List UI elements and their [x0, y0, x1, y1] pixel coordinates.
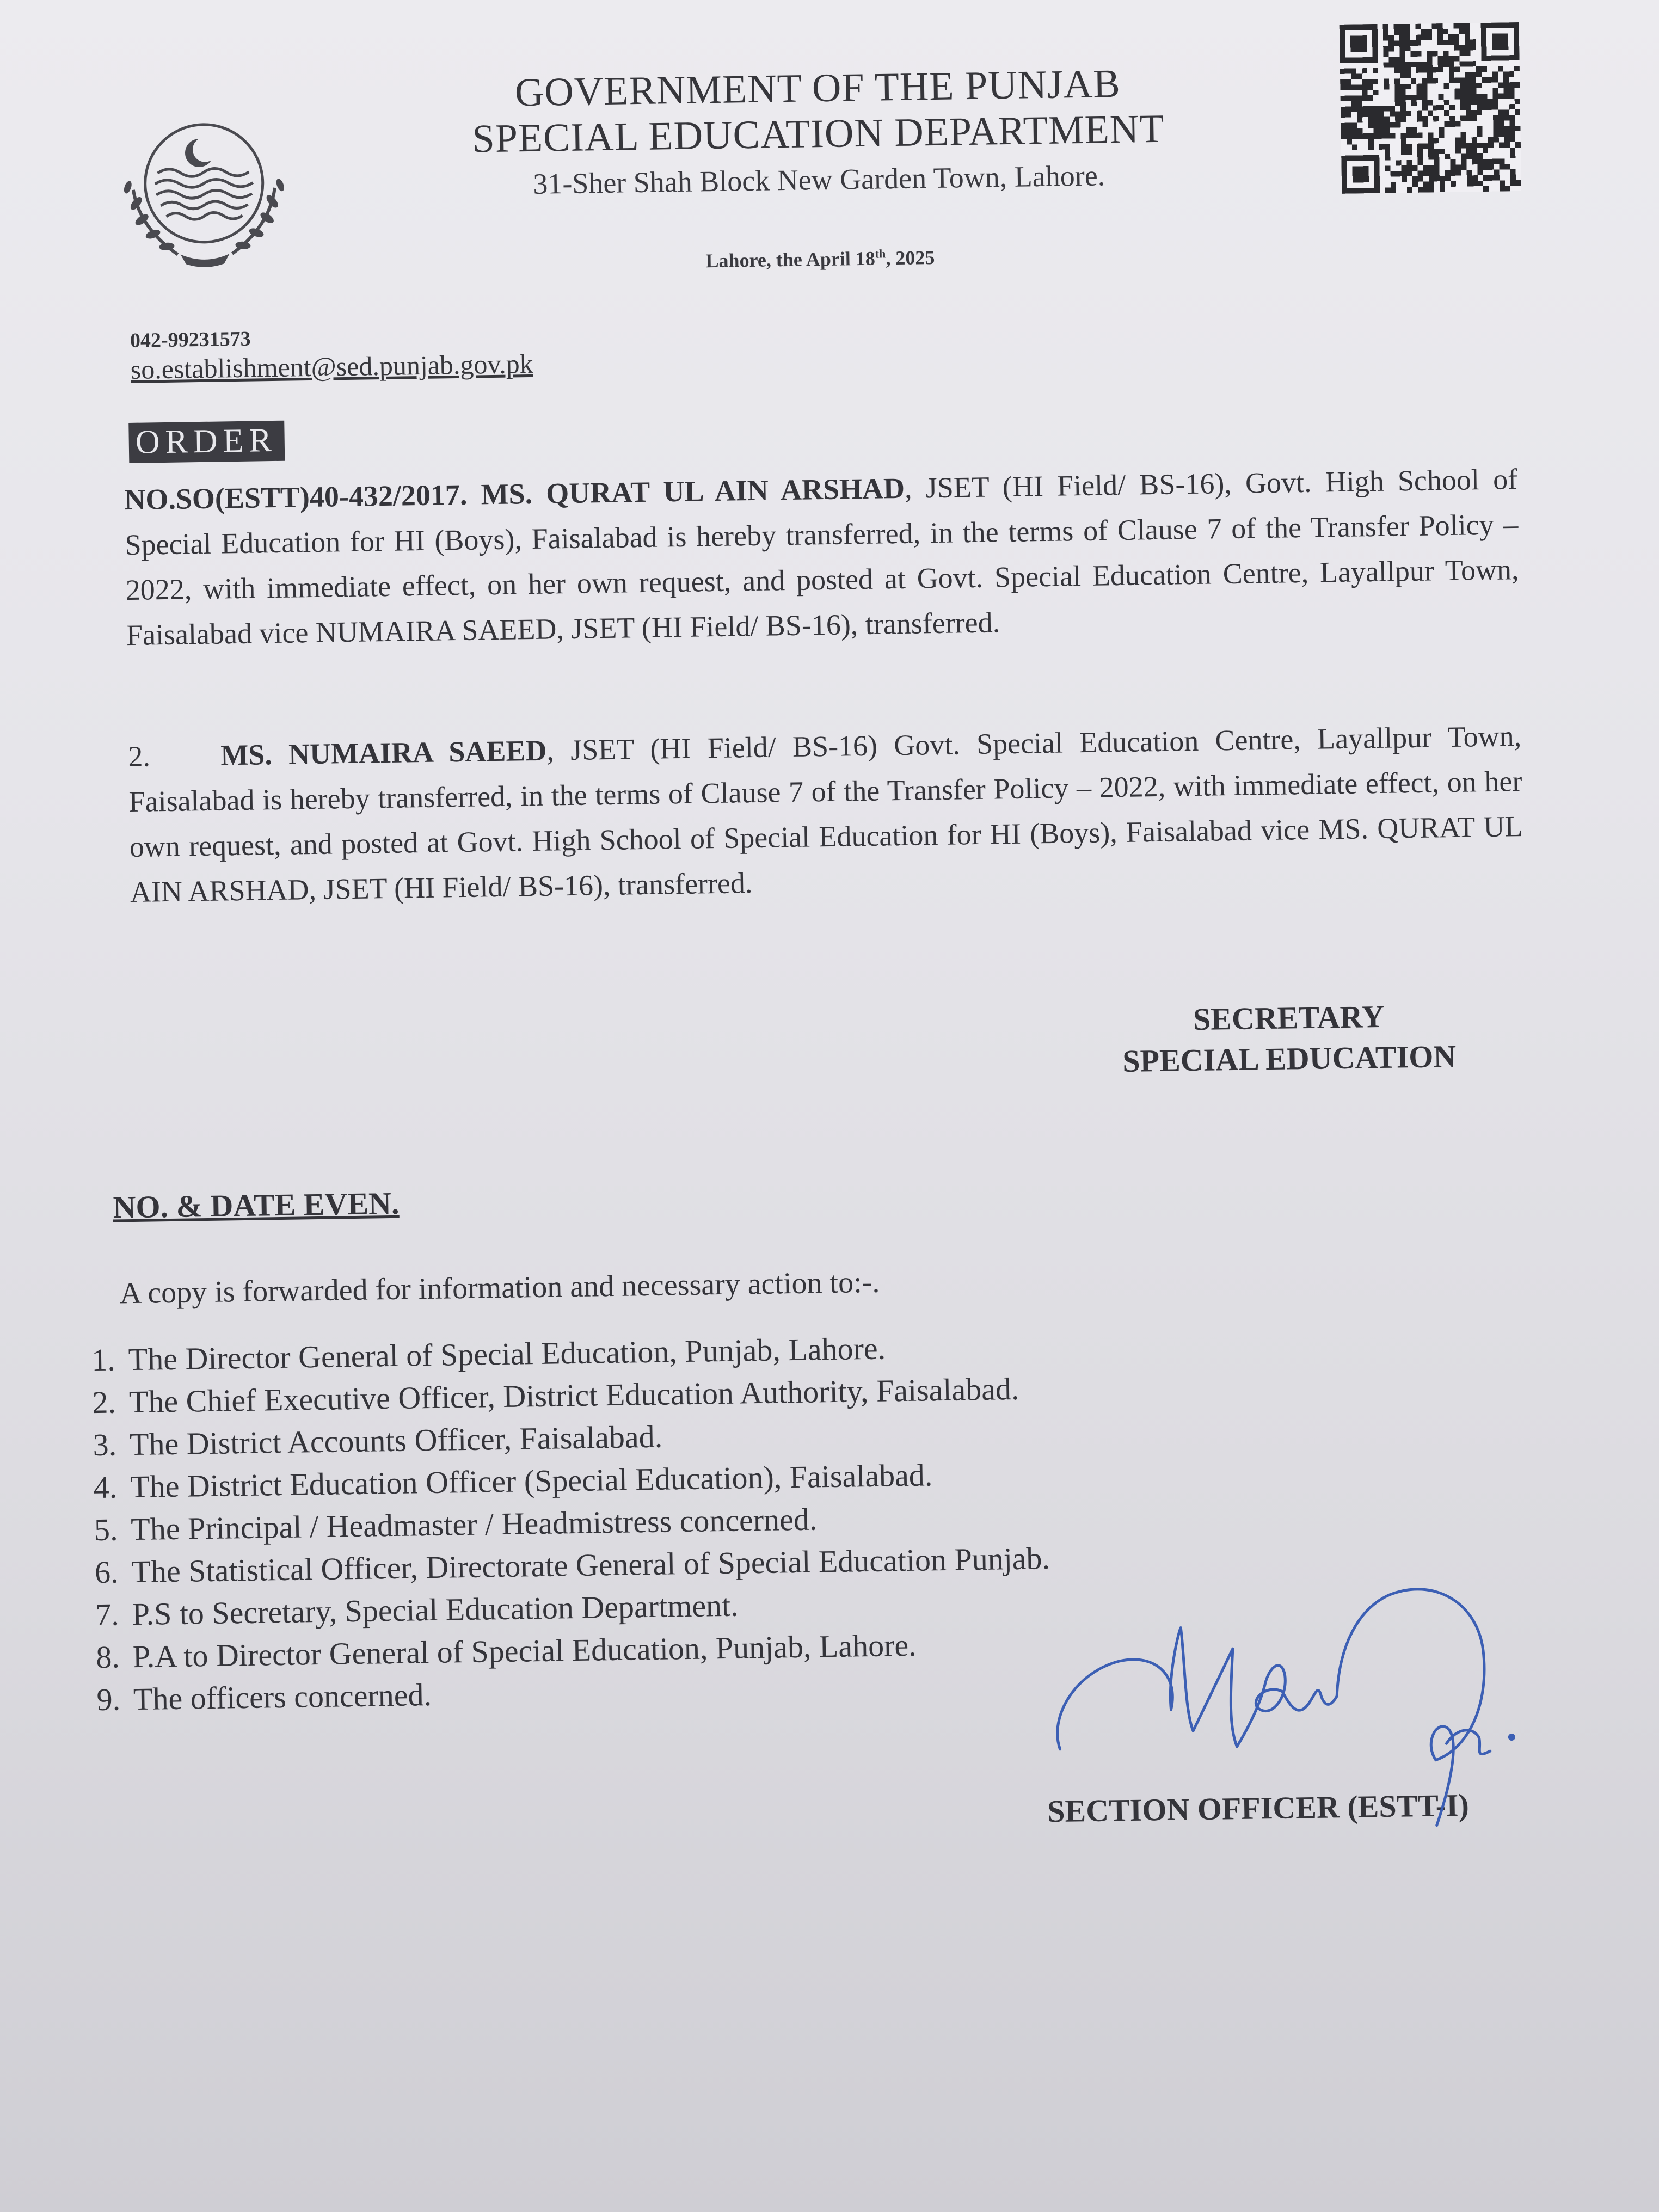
list-item-text: The District Education Officer (Special Education), Faisalabad. — [130, 1457, 933, 1505]
list-item-number: 2. — [91, 1384, 116, 1421]
issue-date — [401, 242, 1239, 277]
contact-block — [130, 323, 533, 385]
order-paragraph-1-text: , JSET (HI Field/ BS-16), Govt. High School of Special Education for HI (Boys), Faisalabad is hereby transferred, in the terms of Clause 7 of the Transfer Policy – 2022, with immediate effect, on her own request, and posted at Govt. Special Education Centre, Layallpur Town, Faisalabad vice NUMAIRA SAEED, JSET (HI Field/ BS-16), transferred. — [125, 463, 1519, 652]
order-paragraph-2 — [128, 714, 1524, 915]
handwritten-signature — [1041, 1563, 1546, 1853]
list-item-text: The Statistical Officer, Directorate General of Special Education Punjab. — [131, 1540, 1050, 1590]
transferee-name-2: MS. NUMAIRA SAEED — [220, 734, 547, 772]
order-reference-number: NO.SO(ESTT)40-432/2017. — [124, 478, 468, 517]
contact-phone: 042-99231573 — [130, 327, 251, 352]
list-item-number: 9. — [96, 1681, 121, 1718]
department-address: 31-Sher Shah Block New Garden Town, Lahore. — [532, 159, 1105, 200]
list-item-text: P.S to Secretary, Special Education Department. — [132, 1587, 739, 1632]
no-date-even-heading: NO. & DATE EVEN. — [113, 1185, 400, 1225]
secretary-title: SECRETARY — [1193, 998, 1385, 1037]
issue-date-year: , 2025 — [886, 246, 935, 269]
list-item-number: 1. — [91, 1342, 116, 1378]
order-paragraph-2-text: , JSET (HI Field/ BS-16) Govt. Special Education Centre, Layallpur Town, Faisalabad is hereby transferred, in the terms of Clause 7 of the Transfer Policy – 2022, with immediate effect, on her own request, and posted at Govt. High School of Special Education for HI (Boys), Faisalabad vice MS. QURAT UL AIN ARSHAD, JSET (HI Field/ BS-16), transferred. — [128, 720, 1523, 909]
secretary-department: SPECIAL EDUCATION — [1122, 1038, 1457, 1079]
list-item-number: 5. — [94, 1511, 118, 1548]
letterhead — [398, 59, 1239, 277]
contact-email: so.establishment@sed.punjab.gov.pk — [130, 348, 534, 385]
list-item-number: 3. — [93, 1427, 117, 1463]
section-officer-signatory: SECTION OFFICER (ESTT-I) — [1047, 1787, 1470, 1829]
issue-date-ordinal: th — [875, 247, 886, 261]
list-item-number: 8. — [95, 1639, 120, 1675]
government-title: GOVERNMENT OF THE PUNJAB — [514, 61, 1121, 115]
order-heading: ORDER — [128, 421, 285, 463]
paragraph-number: 2. — [127, 740, 151, 773]
issue-date-text: Lahore, the April 18 — [705, 247, 876, 272]
department-title: SPECIAL EDUCATION DEPARTMENT — [471, 107, 1165, 162]
list-item-text: The District Accounts Officer, Faisalabad. — [129, 1418, 663, 1463]
transferee-name-1: MS. QURAT UL AIN ARSHAD — [481, 471, 905, 511]
secretary-signatory — [1092, 994, 1485, 1082]
order-paragraph-1 — [124, 457, 1520, 658]
punjab-emblem-logo — [110, 106, 298, 272]
forward-statement: A copy is forwarded for information and necessary action to:-. — [119, 1265, 880, 1311]
list-item-text: The Chief Executive Officer, District Education Authority, Faisalabad. — [128, 1371, 1019, 1420]
list-item-number: 4. — [93, 1469, 118, 1506]
list-item-number: 7. — [95, 1596, 120, 1633]
list-item-number: 6. — [94, 1554, 119, 1590]
list-item-text: The Principal / Headmaster / Headmistress concerned. — [130, 1501, 818, 1547]
list-item-text: The officers concerned. — [133, 1676, 432, 1717]
copy-to-list — [55, 1325, 1052, 1722]
list-item-text: The Director General of Special Education, Punjab, Lahore. — [128, 1330, 886, 1378]
qr-code-icon — [1340, 22, 1522, 194]
list-item-text: P.A to Director General of Special Education, Punjab, Lahore. — [132, 1627, 917, 1675]
